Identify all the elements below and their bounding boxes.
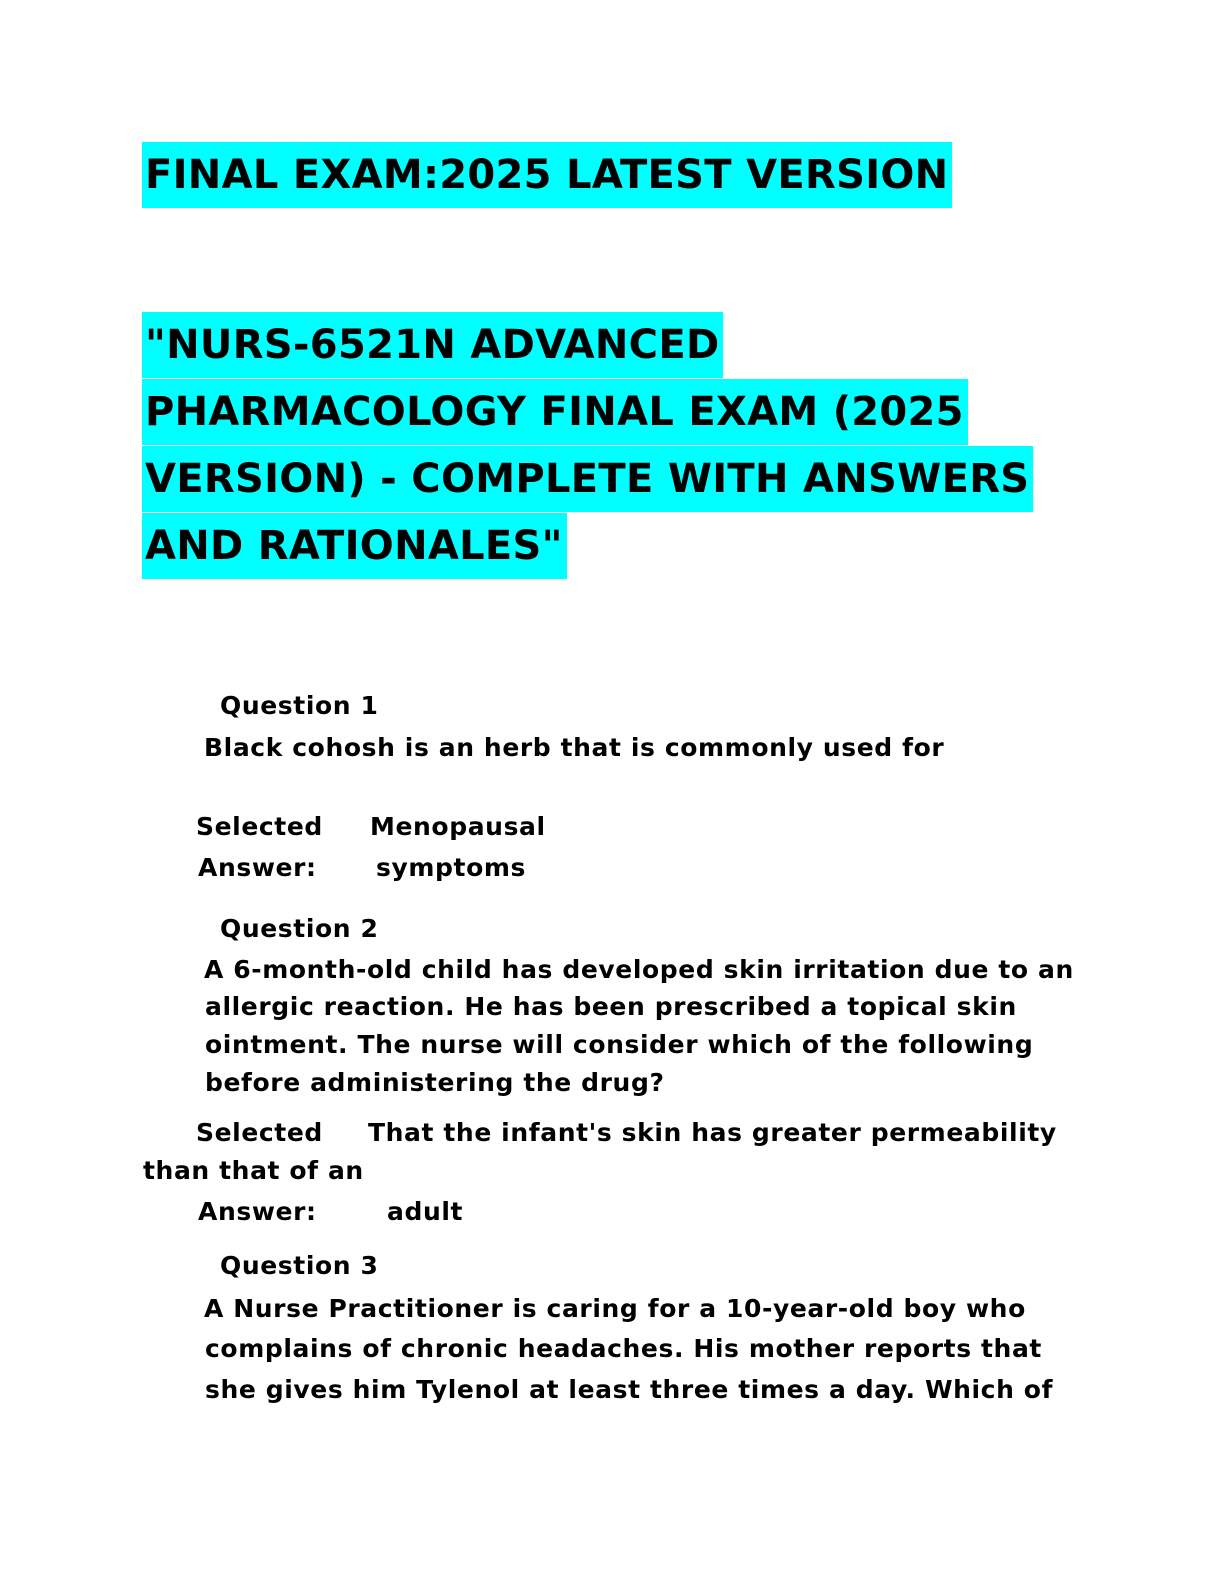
answer-label: Answer:: [198, 853, 317, 882]
question-text-line: A 6-month-old child has developed skin irritation due to an: [204, 955, 1074, 984]
answer-text: adult: [387, 1197, 464, 1226]
question-text-line: allergic reaction. He has been prescribed a topical skin: [205, 992, 1017, 1021]
subtitle-line: "NURS-6521N ADVANCED: [142, 312, 723, 378]
answer-text: than that of an: [143, 1156, 364, 1185]
question-text-line: ointment. The nurse will consider which of the following: [205, 1030, 1034, 1059]
answer-text: symptoms: [376, 853, 526, 882]
question-text-line: before administering the drug?: [205, 1068, 665, 1097]
selected-label: Selected: [196, 1118, 323, 1147]
subtitle-line: AND RATIONALES": [142, 513, 567, 579]
selected-label: Selected: [196, 812, 323, 841]
question-text-line: complains of chronic headaches. His mother reports that: [205, 1334, 1042, 1363]
subtitle-line: PHARMACOLOGY FINAL EXAM (2025: [142, 379, 968, 445]
answer-text: That the infant's skin has greater permeability: [368, 1118, 1057, 1147]
answer-label: Answer:: [198, 1197, 317, 1226]
question-label: Question 1: [220, 691, 379, 720]
question-label: Question 3: [220, 1251, 379, 1280]
question-text: Black cohosh is an herb that is commonly used for: [204, 733, 945, 762]
subtitle-line: VERSION) - COMPLETE WITH ANSWERS: [142, 446, 1033, 512]
answer-text: Menopausal: [370, 812, 546, 841]
question-text-line: A Nurse Practitioner is caring for a 10-year-old boy who: [204, 1294, 1026, 1323]
question-label: Question 2: [220, 914, 379, 943]
question-text-line: she gives him Tylenol at least three times a day. Which of: [205, 1375, 1054, 1404]
document-title: FINAL EXAM:2025 LATEST VERSION: [142, 142, 952, 208]
